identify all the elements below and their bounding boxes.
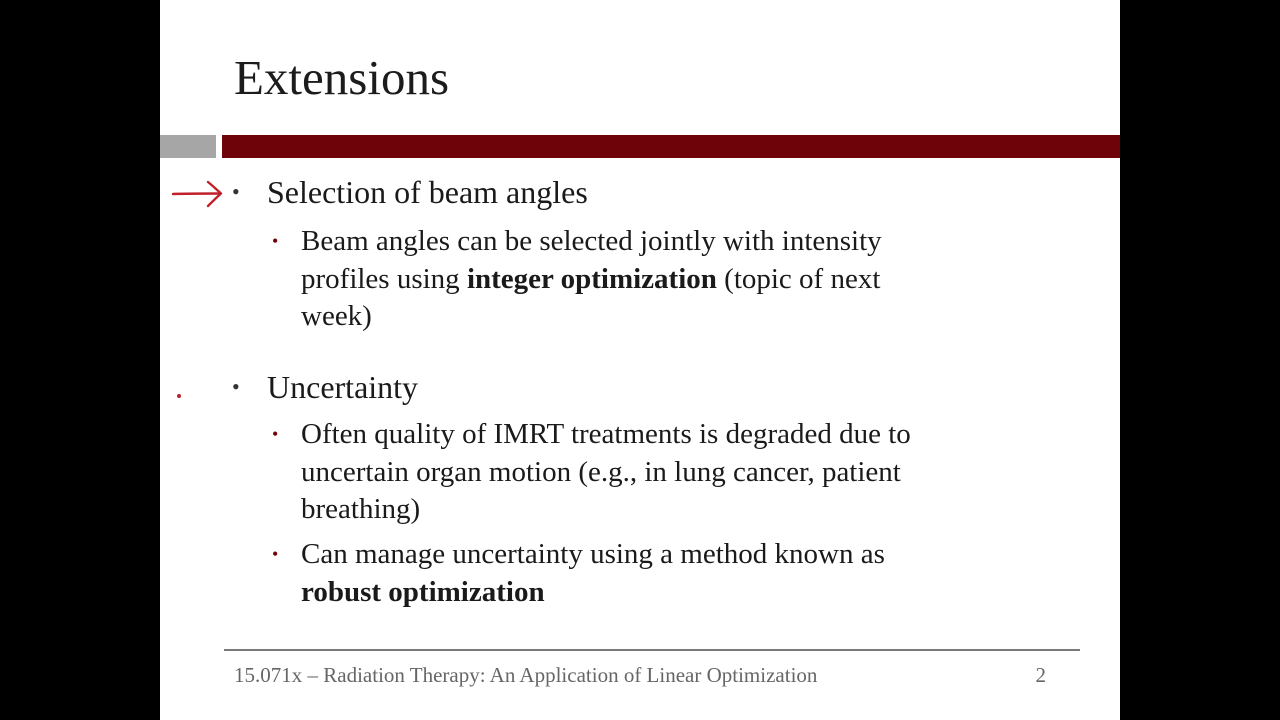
sub-bullet-marker: •: [272, 424, 279, 444]
page-number: 2: [1035, 663, 1046, 687]
annotation-dot: [177, 394, 181, 398]
sub-bullet-line: breathing): [301, 493, 421, 525]
title-underline-accent-bar: [222, 135, 1120, 158]
sub-bullet-line: Can manage uncertainty using a method known as: [301, 538, 885, 570]
sub-bullet-line: week): [301, 300, 372, 332]
sub-bullet-line: uncertain organ motion (e.g., in lung cancer, patient: [301, 455, 901, 488]
footer-course-title: 15.071x – Radiation Therapy: An Application of Linear Optimization: [234, 663, 818, 687]
bold-term-integer-optimization: integer optimization: [466, 262, 717, 295]
bullet-marker: •: [232, 179, 240, 204]
red-hand-drawn-arrow-icon: [170, 176, 226, 210]
sub-bullet-line: profiles using integer optimization (topic of next: [301, 262, 881, 295]
sub-bullet-marker: •: [272, 544, 279, 564]
bullet-text: Selection of beam angles: [267, 174, 588, 210]
bullet-text: Uncertainty: [267, 369, 419, 405]
slide: [160, 0, 1120, 720]
sub-bullet-line: [301, 574, 885, 612]
title-underline-gray-bar: [160, 135, 216, 158]
bullet-uncertainty: [232, 368, 418, 406]
sub-bullet-line: Often quality of IMRT treatments is degraded due to: [301, 418, 911, 450]
footer-divider: [224, 649, 1080, 651]
sub-bullet-marker: •: [272, 231, 279, 251]
sub-bullet-line: Beam angles can be selected jointly with intensity: [301, 225, 882, 257]
bullet-selection-of-beam-angles: [232, 173, 588, 211]
bold-term-robust-optimization: robust optimization: [301, 575, 545, 608]
slide-title: Extensions: [234, 50, 450, 105]
bullet-marker: •: [232, 374, 240, 399]
